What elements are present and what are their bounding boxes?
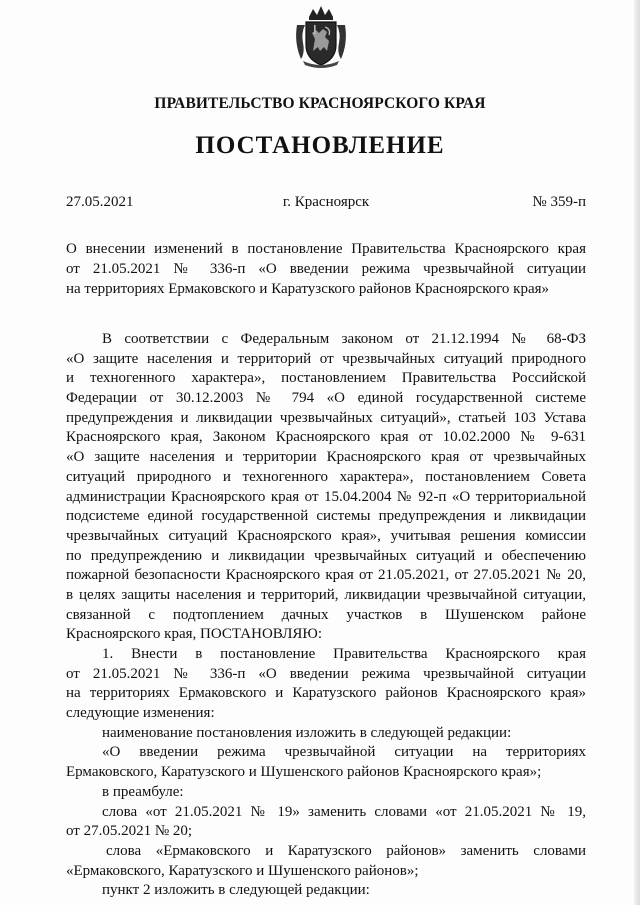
coat-of-arms-icon xyxy=(291,3,351,69)
body-line: чрезвычайных ситуаций Красноярского края», учитывая решения комиссии xyxy=(66,527,586,544)
body-line: от 27.05.2021 № 20; xyxy=(66,823,193,840)
subject-line: от 21.05.2021 № 336-п «О введении режима чрезвычайной ситуации xyxy=(66,261,586,277)
body-line: в преамбуле: xyxy=(102,783,184,800)
body-line: подсистеме единой государственной системы предупреждения и ликвидации xyxy=(66,508,586,525)
body-line: Красноярского края, ПОСТАНОВЛЯЮ: xyxy=(66,626,322,643)
body-line: слова «Ермаковского и Каратузского районов» заменить словами xyxy=(106,842,586,859)
body-line: Федерации от 30.12.2003 № 794 «О единой государственной системе xyxy=(66,390,586,407)
body-line: и техногенного характера», постановлением Правительства Российской xyxy=(66,370,586,387)
subject-line: на территориях Ермаковского и Каратузского районов Красноярского края» xyxy=(66,281,549,297)
document-city: г. Красноярск xyxy=(282,194,370,210)
body-line: следующие изменения: xyxy=(66,705,215,722)
body-line: по предупреждению и ликвидации чрезвычайных ситуаций и обеспечению xyxy=(66,547,586,564)
document-number: № 359-п xyxy=(532,194,586,210)
body-line: пожарной безопасности Красноярского края от 21.05.2021, от 27.05.2021 № 20, xyxy=(66,567,586,584)
body-line: наименование постановления изложить в следующей редакции: xyxy=(102,724,512,741)
document-body xyxy=(66,330,586,901)
body-line: В соответствии с Федеральным законом от 21.12.1994 № 68-ФЗ xyxy=(102,331,586,347)
body-line: связанной с подтоплением дачных участков в Шушенском районе xyxy=(66,606,586,623)
body-line: 1. Внести в постановление Правительства Красноярского края xyxy=(102,646,586,662)
document-meta-row xyxy=(66,194,586,214)
body-line: «О введении режима чрезвычайной ситуации на территориях xyxy=(102,744,586,761)
document-date: 27.05.2021 xyxy=(66,194,134,210)
body-line: от 21.05.2021 № 336-п «О введении режима чрезвычайной ситуации xyxy=(66,665,586,682)
body-line: «О защите населения и территорий от чрезвычайных ситуаций природного xyxy=(66,350,586,367)
body-line: администрации Красноярского края от 15.04.2004 № 92-п «О территориальной xyxy=(66,488,586,505)
document-type-title: ПОСТАНОВЛЕНИЕ xyxy=(195,132,445,159)
body-line: Красноярского края, Законом Красноярского края от 10.02.2000 № 9-631 xyxy=(66,429,586,446)
body-line: на территориях Ермаковского и Каратузского районов Красноярского края» xyxy=(66,685,586,702)
body-line: пункт 2 изложить в следующей редакции: xyxy=(102,882,370,899)
body-line: в целях защиты населения и территорий, ликвидации чрезвычайной ситуации, xyxy=(66,586,586,603)
government-title: ПРАВИТЕЛЬСТВО КРАСНОЯРСКОГО КРАЯ xyxy=(154,95,486,112)
body-line: слова «от 21.05.2021 № 19» заменить словами «от 21.05.2021 № 19, xyxy=(102,803,586,820)
body-line: «О защите населения и территории Красноярского края от чрезвычайных xyxy=(66,449,586,466)
body-line: предупреждения и ликвидации чрезвычайных ситуаций», статьей 103 Устава xyxy=(66,409,586,426)
body-line: «Ермаковского, Каратузского и Шушенского районов»; xyxy=(66,862,419,879)
subject-line: О внесении изменений в постановление Правительства Красноярского края xyxy=(66,241,586,257)
body-line: Ермаковского, Каратузского и Шушенского районов Красноярского края»; xyxy=(66,764,542,781)
document-subject xyxy=(66,239,586,299)
body-line: ситуаций природного и техногенного характера», постановлением Совета xyxy=(66,468,586,485)
